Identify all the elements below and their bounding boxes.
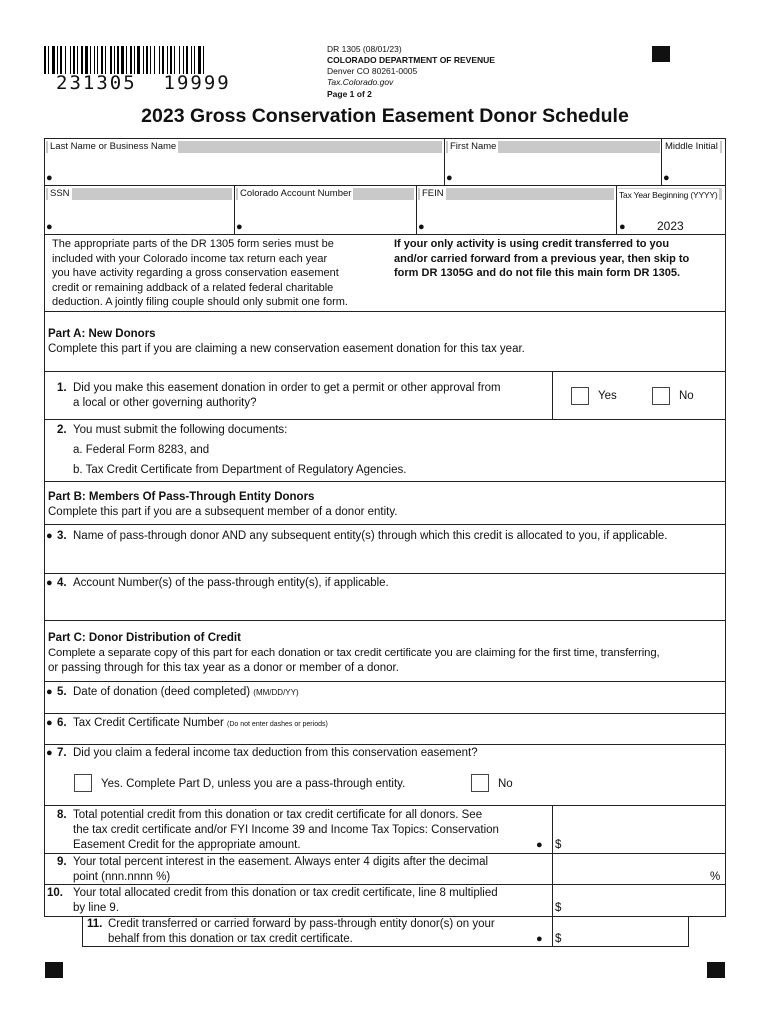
last-name-label: Last Name or Business Name — [50, 141, 177, 152]
q1-yes-label: Yes — [598, 390, 617, 402]
q7-no-label: No — [498, 778, 513, 790]
q4-input[interactable] — [46, 591, 724, 619]
question-2: You must submit the following documents: — [73, 424, 288, 436]
barcode-bar — [65, 46, 66, 74]
q1-yes-checkbox[interactable] — [571, 387, 589, 405]
q11-amount-input[interactable] — [565, 917, 685, 945]
barcode-bar — [150, 46, 151, 74]
barcode-bar — [97, 46, 98, 74]
page-number: Page 1 of 2 — [327, 89, 372, 99]
barcode-bar — [174, 46, 175, 74]
part-a-description: Complete this part if you are claiming a new conservation easement donation for this tax year. — [48, 343, 525, 355]
question-3: Name of pass-through donor AND any subsequent entity(s) through which this credit is allocated to you, if applicable. — [73, 530, 668, 542]
barcode-bar — [70, 46, 71, 74]
question-9: Your total percent interest in the easement. Always enter 4 digits after the decimal point (nnn.nnnn %) — [73, 856, 489, 883]
barcode-bar — [126, 46, 127, 74]
part-c-description-1: Complete a separate copy of this part for each donation or tax credit certificate you are claiming for the first time, transferring, — [48, 647, 660, 659]
q5-date-input[interactable] — [330, 684, 723, 712]
barcode-bar — [159, 46, 160, 74]
q8-amount-input[interactable] — [565, 808, 723, 852]
barcode-bar — [183, 46, 184, 74]
q9-percent-input[interactable] — [555, 855, 707, 883]
q3-input[interactable] — [46, 544, 724, 572]
barcode-bar — [57, 46, 58, 74]
part-a-title: Part A: New Donors — [48, 328, 156, 340]
form-id: DR 1305 (08/01/23) — [327, 44, 402, 54]
middle-initial-label: Middle Initial — [665, 141, 718, 152]
question-10: Your total allocated credit from this donation or tax credit certificate, line 8 multiplied by line 9. — [73, 887, 498, 914]
barcode-bar — [90, 46, 91, 74]
q11-dollar: $ — [555, 933, 562, 945]
intro-right: If your only activity is using credit transferred to you and/or carried forward from a previous year, then skip to form DR 1305G and do not file this main form DR 1305. — [394, 238, 690, 279]
q6-certificate-input[interactable] — [380, 715, 723, 743]
barcode — [44, 46, 254, 74]
barcode-bar — [130, 46, 132, 74]
barcode-bar — [186, 46, 188, 74]
barcode-bar — [117, 46, 119, 74]
middle-initial-input[interactable] — [663, 155, 723, 183]
barcode-bar — [146, 46, 148, 74]
question-7: Did you claim a federal income tax deduction from this conservation easement? — [73, 747, 478, 759]
barcode-bar — [162, 46, 164, 74]
q1-no-checkbox[interactable] — [652, 387, 670, 405]
barcode-bar — [101, 46, 103, 74]
barcode-bar — [77, 46, 78, 74]
ssn-label: SSN — [50, 188, 70, 199]
registration-mark-bottom-left — [45, 962, 63, 978]
barcode-bar — [170, 46, 172, 74]
last-name-input[interactable] — [46, 155, 442, 183]
q7-yes-label: Yes. Complete Part D, unless you are a pass-through entity. — [101, 778, 406, 790]
q10-amount-input[interactable] — [565, 886, 723, 914]
tax-year-value[interactable]: 2023 — [657, 219, 684, 233]
barcode-bar — [203, 46, 204, 74]
registration-mark-bottom-right — [707, 962, 725, 978]
question-6: Tax Credit Certificate Number (Do not enter dashes or periods) — [73, 717, 328, 729]
barcode-bar — [167, 46, 168, 74]
barcode-bar — [179, 46, 180, 74]
question-4: Account Number(s) of the pass-through entity(s), if applicable. — [73, 577, 389, 589]
barcode-bar — [81, 46, 83, 74]
barcode-bar — [121, 46, 124, 74]
question-8: Total potential credit from this donation or tax credit certificate for all donors. See the tax credit certificate and/or FYI Income 39 and Income Tax Topics: Conservation Easement Credit for the appropriate amount. — [73, 809, 499, 851]
account-number-label: Colorado Account Number — [240, 188, 352, 199]
part-b-title: Part B: Members Of Pass-Through Entity Donors — [48, 491, 315, 503]
question-5: Date of donation (deed completed) (MM/DD/YY) — [73, 686, 299, 698]
barcode-bar — [85, 46, 88, 74]
q7-yes-checkbox[interactable] — [74, 774, 92, 792]
barcode-bar — [137, 46, 140, 74]
barcode-bar — [105, 46, 106, 74]
fein-label: FEIN — [422, 188, 444, 199]
barcode-bar — [198, 46, 201, 74]
part-b-description: Complete this part if you are a subsequent member of a donor entity. — [48, 506, 398, 518]
q8-dollar: $ — [555, 839, 562, 851]
part-c-title: Part C: Donor Distribution of Credit — [48, 632, 241, 644]
fein-input[interactable] — [418, 203, 614, 231]
barcode-number: 231305 19999 — [56, 72, 231, 94]
barcode-bar — [73, 46, 75, 74]
registration-mark-top — [652, 46, 670, 62]
intro-left: The appropriate parts of the DR 1305 form series must be included with your Colorado income tax return each year you have activity regarding a gross conservation easement credit or remaining addback of a related federal charitable deduction. A jointly filing couple should only submit one form. — [52, 238, 348, 308]
barcode-bar — [52, 46, 55, 74]
account-number-input[interactable] — [236, 203, 414, 231]
barcode-bar — [114, 46, 115, 74]
question-2a: a. Federal Form 8283, and — [73, 444, 210, 456]
first-name-label: First Name — [450, 141, 497, 152]
department-name: COLORADO DEPARTMENT OF REVENUE — [327, 55, 495, 65]
barcode-bar — [194, 46, 195, 74]
ssn-input[interactable] — [46, 203, 232, 231]
q9-percent: % — [710, 871, 721, 883]
barcode-bar — [154, 46, 155, 74]
q7-no-checkbox[interactable] — [471, 774, 489, 792]
barcode-bar — [94, 46, 95, 74]
question-11: Credit transferred or carried forward by pass-through entity donor(s) on your behalf from this donation or tax credit certificate. — [108, 918, 495, 945]
form-title: 2023 Gross Conservation Easement Donor Schedule — [141, 105, 629, 127]
first-name-input[interactable] — [446, 155, 659, 183]
barcode-bar — [60, 46, 62, 74]
department-website: Tax.Colorado.gov — [327, 77, 394, 87]
barcode-bar — [191, 46, 192, 74]
part-c-description-2: or passing through for this tax year as a donor or member of a donor. — [48, 662, 399, 674]
question-2b: b. Tax Credit Certificate from Department of Regulatory Agencies. — [73, 464, 407, 476]
department-address: Denver CO 80261-0005 — [327, 66, 418, 76]
barcode-bar — [44, 46, 46, 74]
tax-year-label: Tax Year Beginning (YYYY) — [619, 190, 718, 200]
q10-dollar: $ — [555, 902, 562, 914]
question-1: Did you make this easement donation in order to get a permit or other approval from a local or other governing authority? — [73, 382, 501, 409]
barcode-bar — [134, 46, 135, 74]
barcode-bar — [143, 46, 144, 74]
barcode-bar — [48, 46, 49, 74]
q1-no-label: No — [679, 390, 694, 402]
barcode-bar — [110, 46, 112, 74]
